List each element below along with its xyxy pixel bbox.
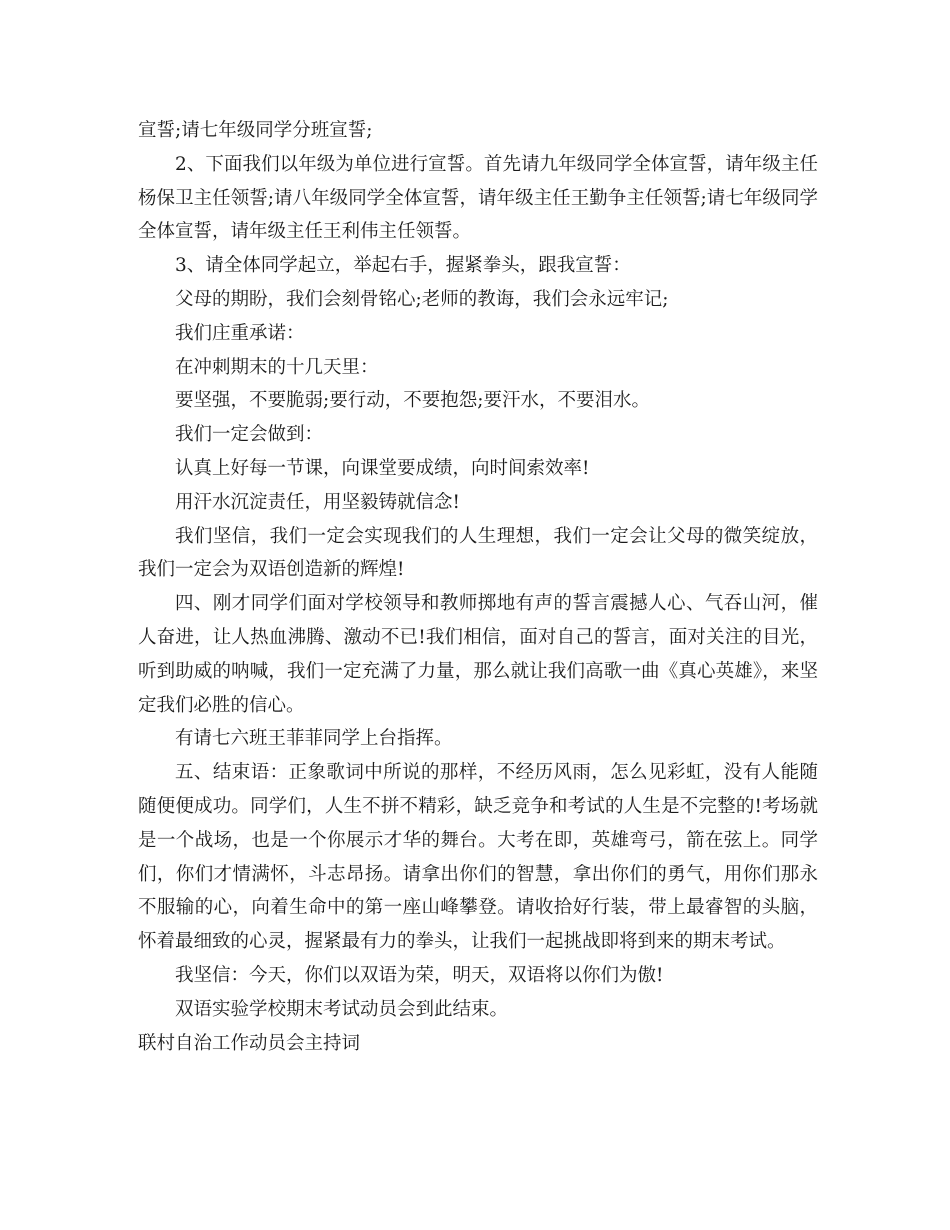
paragraph-8: 我们一定会做到： xyxy=(175,424,324,446)
paragraph-11: 我们坚信，我们一定会实现我们的人生理想，我们一定会让父母的微笑绽放，我们一定会为双语创造新的辉煌! xyxy=(138,525,818,581)
paragraph-2: 2、下面我们以年级为单位进行宣誓。首先请九年级同学全体宣誓，请年级主任杨保卫主任领誓;请八年级同学全体宣誓，请年级主任王勤争主任领誓;请七年级同学全体宣誓，请年级主任王利伟主任领誓。 xyxy=(138,153,818,243)
next-document-title: 联村自治工作动员会主持词 xyxy=(138,1032,361,1054)
paragraph-14: 五、结束语：正象歌词中所说的那样，不经历风雨，怎么见彩虹，没有人能随随便便成功。同学们，人生不拼不精彩，缺乏竞争和考试的人生是不完整的!考场就是一个战场，也是一个你展示才华的舞台。大考在即，英雄弯弓，箭在弦上。同学们，你们才情满怀，斗志昂扬。请拿出你们的智慧，拿出你们的勇气，用你们那永不服输的心，向着生命中的第一座山峰攀登。请收拾好行装，带上最睿智的头脑，怀着最细致的心灵，握紧最有力的拳头，让我们一起挑战即将到来的期末考试。 xyxy=(138,762,818,953)
paragraph-5: 我们庄重承诺： xyxy=(175,322,305,344)
paragraph-16: 双语实验学校期末考试动员会到此结束。 xyxy=(175,998,509,1020)
document-body xyxy=(138,114,818,1060)
paragraph-7: 要坚强，不要脆弱;要行动，不要抱怨;要汗水，不要泪水。 xyxy=(175,390,650,412)
paragraph-3: 3、请全体同学起立，举起右手，握紧拳头，跟我宣誓： xyxy=(175,255,631,277)
paragraph-13: 有请七六班王菲菲同学上台指挥。 xyxy=(175,728,453,750)
paragraph-1: 宣誓;请七年级同学分班宣誓; xyxy=(138,120,373,141)
paragraph-12: 四、刚才同学们面对学校领导和教师掷地有声的誓言震撼人心、气吞山河，催人奋进，让人热血沸腾、激动不已!我们相信，面对自己的誓言，面对关注的目光，听到助威的呐喊，我们一定充满了力量，那么就让我们高歌一曲《真心英雄》，来坚定我们必胜的信心。 xyxy=(138,593,818,716)
paragraph-10: 用汗水沉淀责任，用坚毅铸就信念! xyxy=(175,491,460,513)
paragraph-15: 我坚信：今天，你们以双语为荣，明天，双语将以你们为傲! xyxy=(175,964,664,986)
paragraph-6: 在冲刺期末的十几天里： xyxy=(175,356,379,378)
paragraph-4: 父母的期盼，我们会刻骨铭心;老师的教诲，我们会永远牢记; xyxy=(175,288,669,310)
paragraph-9: 认真上好每一节课，向课堂要成绩，向时间索效率! xyxy=(175,457,590,479)
